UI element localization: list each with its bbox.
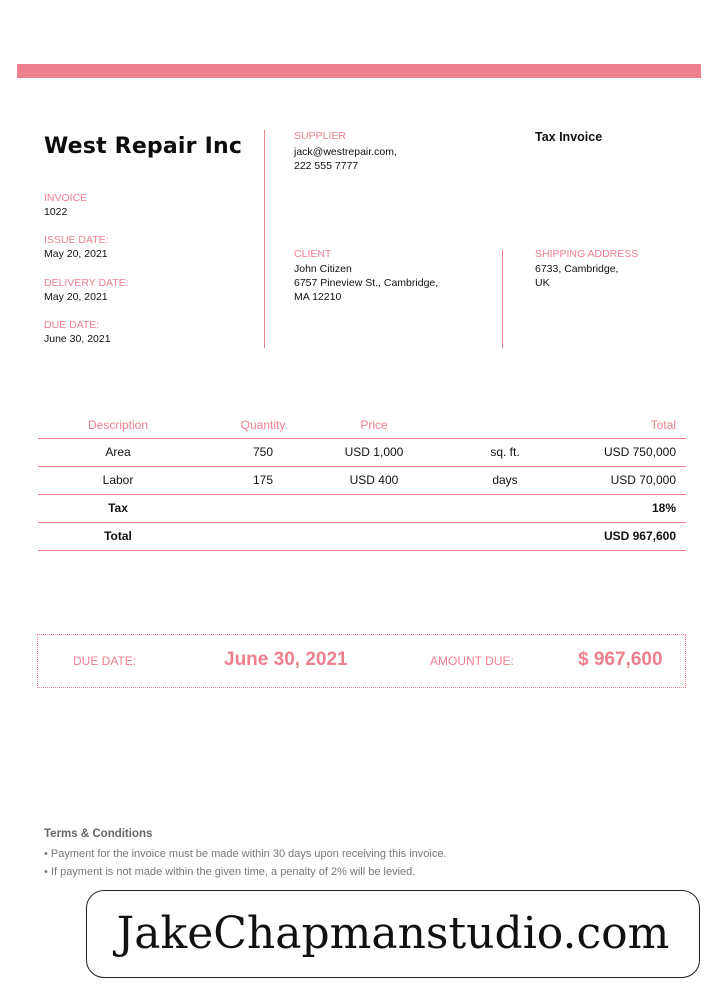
row-price: USD 1,000	[328, 438, 420, 466]
column-divider-left	[264, 130, 265, 348]
invoice-number: 1022	[44, 206, 68, 218]
header-description: Description	[38, 412, 198, 438]
amount-due-value: $ 967,600	[578, 649, 663, 670]
client-name: John Citizen	[294, 263, 352, 275]
supplier-email: jack@westrepair.com,	[294, 146, 397, 158]
table-row	[38, 438, 686, 466]
row-unit: sq. ft.	[420, 438, 590, 466]
tax-row	[38, 494, 686, 522]
header-accent-bar	[17, 64, 701, 78]
summary-due-date-label: DUE DATE:	[73, 654, 137, 668]
issue-date: May 20, 2021	[44, 248, 108, 260]
row-price: USD 400	[328, 466, 420, 494]
amount-due-box	[37, 634, 686, 688]
total-label: Total	[38, 522, 198, 550]
row-description: Area	[38, 438, 198, 466]
row-quantity: 175	[198, 466, 328, 494]
invoice-number-label: INVOICE	[44, 192, 88, 204]
header-total: Total	[590, 412, 686, 438]
total-row	[38, 522, 686, 550]
terms-item: • If payment is not made within the given time, a penalty of 2% will be levied.	[44, 866, 416, 878]
terms-title: Terms & Conditions	[44, 828, 153, 840]
header-quantity: Quantity	[198, 412, 328, 438]
client-address-line1: 6757 Pineview St., Cambridge,	[294, 277, 439, 289]
company-name: West Repair Inc	[44, 134, 243, 159]
client-label: CLIENT	[294, 248, 332, 260]
row-quantity: 750	[198, 438, 328, 466]
tax-value: 18%	[590, 494, 686, 522]
tax-label: Tax	[38, 494, 198, 522]
amount-due-label: AMOUNT DUE:	[430, 654, 514, 668]
client-address-line2: MA 12210	[294, 291, 342, 303]
row-unit: days	[420, 466, 590, 494]
delivery-date-label: DELIVERY DATE:	[44, 277, 129, 289]
row-description: Labor	[38, 466, 198, 494]
line-items-table	[38, 412, 686, 551]
header-unit	[420, 412, 590, 438]
summary-due-date: June 30, 2021	[224, 649, 348, 670]
shipping-address-line1: 6733, Cambridge,	[535, 263, 619, 275]
table-row	[38, 466, 686, 494]
column-divider-right	[502, 250, 503, 348]
shipping-address-label: SHIPPING ADDRESS	[535, 248, 639, 260]
document-type: Tax Invoice	[535, 130, 603, 144]
row-total: USD 70,000	[590, 466, 686, 494]
table-header-row	[38, 412, 686, 438]
terms-item: • Payment for the invoice must be made within 30 days upon receiving this invoice.	[44, 848, 447, 860]
watermark-text: JakeChapmanstudio.com	[116, 908, 670, 959]
header-price: Price	[328, 412, 420, 438]
due-date: June 30, 2021	[44, 333, 111, 345]
delivery-date: May 20, 2021	[44, 291, 108, 303]
issue-date-label: ISSUE DATE:	[44, 234, 109, 246]
watermark-banner	[86, 890, 700, 978]
supplier-label: SUPPLIER	[294, 130, 346, 142]
shipping-address-line2: UK	[535, 277, 550, 289]
due-date-label: DUE DATE:	[44, 319, 100, 331]
supplier-phone: 222 555 7777	[294, 160, 359, 172]
row-total: USD 750,000	[590, 438, 686, 466]
total-value: USD 967,600	[590, 522, 686, 550]
